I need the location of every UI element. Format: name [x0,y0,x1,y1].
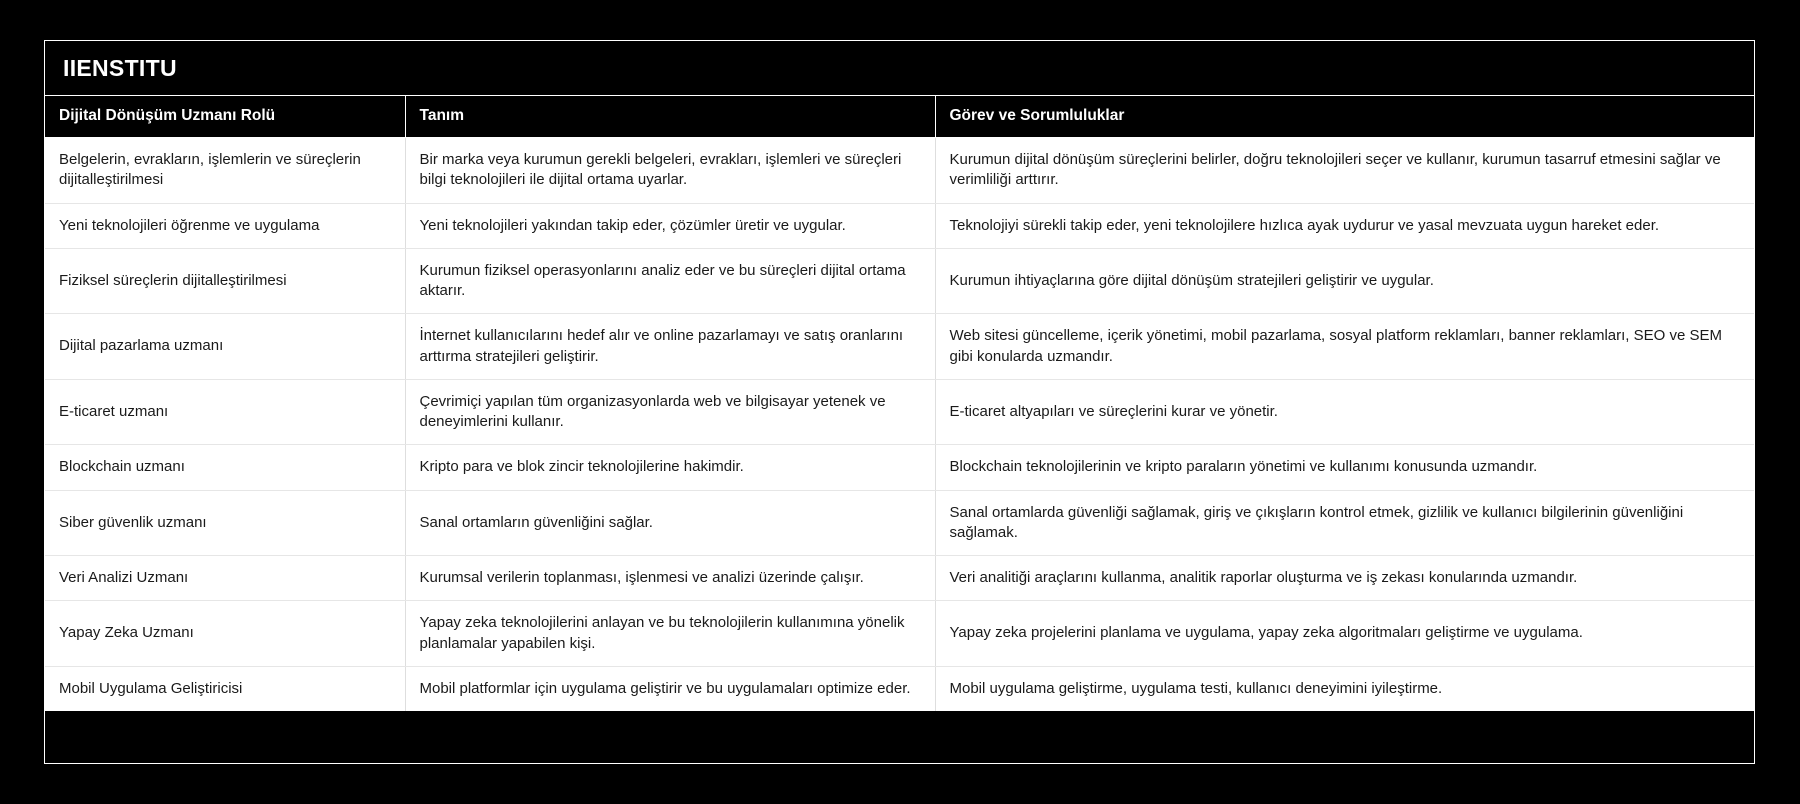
cell-description: Bir marka veya kurumun gerekli belgeleri, evrakları, işlemleri ve süreçleri bilgi teknolojileri ile dijital ortama uyarlar. [405,138,935,204]
table-row [45,138,1754,204]
column-header-description: Tanım [405,96,935,138]
cell-responsibilities: Kurumun dijital dönüşüm süreçlerini belirler, doğru teknolojileri seçer ve kullanır, kurumun tasarruf etmesini sağlar ve verimliliği arttırır. [935,138,1754,204]
table-body [45,138,1754,712]
cell-description: Yapay zeka teknolojilerini anlayan ve bu teknolojilerin kullanımına yönelik planlamalar yapabilen kişi. [405,601,935,667]
cell-responsibilities: Sanal ortamlarda güvenliği sağlamak, giriş ve çıkışların kontrol etmek, gizlilik ve kullanıcı bilgilerinin güvenliğini sağlamak. [935,490,1754,556]
table-frame [44,40,1755,764]
cell-description: Çevrimiçi yapılan tüm organizasyonlarda web ve bilgisayar yetenek ve deneyimlerini kullanır. [405,379,935,445]
cell-description: Sanal ortamların güvenliğini sağlar. [405,490,935,556]
table-row [45,490,1754,556]
cell-description: Yeni teknolojileri yakından takip eder, çözümler üretir ve uygular. [405,203,935,248]
cell-responsibilities: E-ticaret altyapıları ve süreçlerini kurar ve yönetir. [935,379,1754,445]
cell-role: Fiziksel süreçlerin dijitalleştirilmesi [45,248,405,314]
column-header-role: Dijital Dönüşüm Uzmanı Rolü [45,96,405,138]
table-row [45,601,1754,667]
cell-responsibilities: Veri analitiği araçlarını kullanma, analitik raporlar oluşturma ve iş zekası konularında uzmandır. [935,556,1754,601]
cell-description: Kurumsal verilerin toplanması, işlenmesi ve analizi üzerinde çalışır. [405,556,935,601]
table-row [45,314,1754,380]
table-row [45,445,1754,490]
table-row [45,248,1754,314]
cell-responsibilities: Yapay zeka projelerini planlama ve uygulama, yapay zeka algoritmaları geliştirme ve uygulama. [935,601,1754,667]
cell-description: İnternet kullanıcılarını hedef alır ve online pazarlamayı ve satış oranlarını arttırma stratejileri geliştirir. [405,314,935,380]
cell-role: Yapay Zeka Uzmanı [45,601,405,667]
cell-role: Belgelerin, evrakların, işlemlerin ve süreçlerin dijitalleştirilmesi [45,138,405,204]
cell-role: Dijital pazarlama uzmanı [45,314,405,380]
table-head [45,96,1754,138]
roles-table [45,96,1754,711]
cell-role: Mobil Uygulama Geliştiricisi [45,666,405,711]
brand-title: IIENSTITU [63,54,177,81]
cell-description: Mobil platformlar için uygulama geliştirir ve bu uygulamaları optimize eder. [405,666,935,711]
cell-responsibilities: Mobil uygulama geliştirme, uygulama testi, kullanıcı deneyimini iyileştirme. [935,666,1754,711]
cell-role: E-ticaret uzmanı [45,379,405,445]
table-row [45,666,1754,711]
cell-responsibilities: Web sitesi güncelleme, içerik yönetimi, mobil pazarlama, sosyal platform reklamları, banner reklamları, SEO ve SEM gibi konularda uzmandır. [935,314,1754,380]
brand-header [45,41,1754,96]
cell-responsibilities: Blockchain teknolojilerinin ve kripto paraların yönetimi ve kullanımı konusunda uzmandır. [935,445,1754,490]
cell-role: Blockchain uzmanı [45,445,405,490]
cell-description: Kurumun fiziksel operasyonlarını analiz eder ve bu süreçleri dijital ortama aktarır. [405,248,935,314]
cell-role: Yeni teknolojileri öğrenme ve uygulama [45,203,405,248]
column-header-responsibilities: Görev ve Sorumluluklar [935,96,1754,138]
cell-description: Kripto para ve blok zincir teknolojilerine hakimdir. [405,445,935,490]
table-row [45,379,1754,445]
cell-role: Siber güvenlik uzmanı [45,490,405,556]
cell-role: Veri Analizi Uzmanı [45,556,405,601]
cell-responsibilities: Kurumun ihtiyaçlarına göre dijital dönüşüm stratejileri geliştirir ve uygular. [935,248,1754,314]
table-row [45,556,1754,601]
table-header-row [45,96,1754,138]
table-row [45,203,1754,248]
cell-responsibilities: Teknolojiyi sürekli takip eder, yeni teknolojilere hızlıca ayak uydurur ve yasal mevzuata uygun hareket eder. [935,203,1754,248]
